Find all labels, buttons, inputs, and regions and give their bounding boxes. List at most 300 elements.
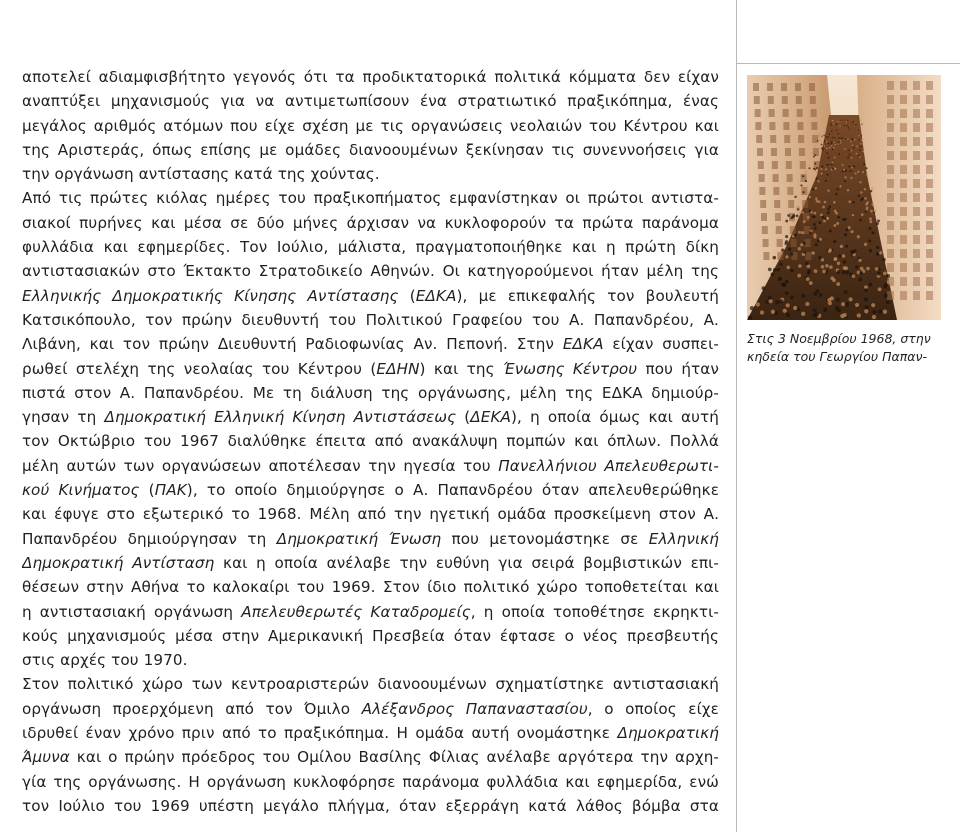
text-line (22, 648, 719, 672)
photo-detail (887, 221, 894, 230)
text-line (22, 284, 719, 308)
photo-crowd-dot (878, 287, 882, 291)
photo-detail (776, 226, 782, 234)
photo-crowd-dot (849, 129, 850, 130)
photo-crowd-dot (778, 278, 782, 282)
photo-crowd-dot (822, 166, 824, 168)
photo-crowd-dot (819, 293, 823, 297)
photo-crowd-dot (813, 292, 817, 296)
photo-crowd-dot (814, 227, 817, 230)
photo-detail (797, 122, 803, 130)
text-run: της Αριστεράς, όπως επίσης με ομάδες διανοουμένων ξεκίνησαν τις συνεννοήσεις για (22, 140, 719, 159)
photo-detail (810, 96, 816, 104)
photo-detail (887, 81, 894, 90)
photo-crowd-dot (827, 208, 830, 211)
photo-detail (887, 207, 894, 216)
photo-crowd-dot (840, 140, 842, 142)
photo-crowd-dot (845, 270, 849, 274)
photo-crowd-dot (825, 164, 827, 166)
photo-crowd-dot (834, 168, 836, 170)
photo-crowd-dot (836, 298, 840, 302)
photo-detail (913, 95, 920, 104)
photo-crowd-dot (861, 140, 863, 142)
photo-detail (900, 123, 907, 132)
text-line (22, 357, 719, 381)
photo-crowd-dot (801, 312, 805, 316)
photo-crowd-dot (858, 259, 861, 262)
italic-term: Δημοκρατική Αντίσταση (22, 553, 215, 572)
photo-crowd-dot (808, 191, 810, 193)
photo-crowd-dot (788, 248, 791, 251)
photo-crowd-dot (855, 265, 859, 269)
photo-detail (900, 207, 907, 216)
photo-detail (926, 179, 933, 188)
italic-term: Ελληνική (648, 529, 719, 548)
photo-crowd-dot (844, 180, 846, 182)
photo-crowd-dot (805, 171, 807, 173)
photo-detail (887, 109, 894, 118)
photo-crowd-dot (850, 177, 852, 179)
photo-crowd-dot (840, 245, 843, 248)
photo-crowd-dot (828, 143, 830, 145)
photo-crowd-dot (819, 140, 821, 142)
photo-crowd-dot (829, 265, 833, 269)
italic-term: Ελληνικής Δημοκρατικής Κίνησης Αντίστασης (22, 286, 399, 305)
text-line (22, 235, 719, 259)
photo-detail (784, 135, 790, 143)
photo-crowd-dot (846, 122, 847, 123)
photo-detail (775, 213, 781, 221)
photo-crowd-dot (858, 135, 860, 137)
photo-crowd-dot (827, 189, 829, 191)
funeral-crowd-photo (747, 75, 941, 320)
photo-crowd-dot (857, 235, 860, 238)
text-line (22, 89, 719, 113)
italic-term: Αλέξανδρος Παπαναστασίου (361, 699, 588, 718)
text-line (22, 551, 719, 575)
photo-crowd-dot (781, 249, 784, 252)
photo-crowd-dot (833, 147, 835, 149)
photo-crowd-dot (861, 213, 864, 216)
photo-crowd-dot (823, 134, 825, 136)
photo-detail (926, 263, 933, 272)
photo-crowd-dot (859, 278, 863, 282)
photo-crowd-dot (847, 157, 849, 159)
photo-crowd-dot (814, 163, 816, 165)
photo-detail (900, 137, 907, 146)
photo-crowd-dot (830, 276, 834, 280)
photo-crowd-dot (797, 274, 801, 278)
photo-crowd-dot (785, 235, 788, 238)
photo-crowd-dot (834, 144, 836, 146)
photo-crowd-dot (869, 227, 872, 230)
text-run: φυλλάδια και εφημερίδες. Τον Ιούλιο, μάλιστα, πραγματοποιήθηκε και η πρώτη δίκη (22, 238, 719, 257)
text-line (22, 624, 719, 648)
text-run: οργάνωση προερχόμενη από τον Όμιλο (22, 699, 362, 718)
photo-crowd-dot (859, 219, 862, 222)
photo-detail (774, 200, 780, 208)
photo-crowd-dot (756, 302, 760, 306)
photo-crowd-dot (886, 300, 890, 304)
photo-crowd-dot (838, 254, 841, 257)
photo-crowd-dot (829, 133, 831, 135)
photo-crowd-dot (802, 179, 804, 181)
photo-crowd-dot (852, 201, 855, 204)
photo-crowd-dot (844, 290, 848, 294)
photo-crowd-dot (849, 170, 851, 172)
photo-detail (926, 221, 933, 230)
photo-crowd-dot (750, 306, 754, 310)
text-line (22, 672, 719, 696)
text-run: που μετονομάστηκε σε (441, 529, 649, 548)
photo-crowd-dot (883, 310, 887, 314)
photo-crowd-dot (842, 119, 843, 120)
italic-term: Δημοκρατική Ελληνική Κίνηση Αντιστάσεως (104, 408, 457, 427)
photo-crowd-dot (792, 214, 795, 217)
photo-crowd-dot (872, 315, 876, 319)
photo-crowd-dot (861, 120, 862, 121)
photo-crowd-dot (779, 262, 783, 266)
photo-crowd-dot (802, 211, 805, 214)
text-run: και ο πρώην πρόεδρος του Ομίλου Βασίλης Φίλιας ανέλαβε αργότερα την αρχη- (69, 748, 719, 767)
text-line (22, 478, 719, 502)
photo-detail (781, 83, 787, 91)
photo-crowd-dot (862, 171, 864, 173)
photo-crowd-dot (799, 212, 802, 215)
photo-crowd-dot (785, 255, 788, 258)
photo-crowd-dot (827, 136, 829, 138)
photo-crowd-dot (852, 144, 854, 146)
photo-detail (777, 239, 783, 247)
photo-crowd-dot (845, 302, 849, 306)
photo-crowd-dot (839, 125, 840, 126)
photo-crowd-dot (798, 247, 801, 250)
photo-crowd-dot (833, 240, 836, 243)
photo-crowd-dot (802, 175, 804, 177)
photo-crowd-dot (841, 302, 845, 306)
photo-crowd-dot (801, 231, 804, 234)
photo-detail (783, 109, 789, 117)
photo-crowd-dot (868, 239, 871, 242)
photo-crowd-dot (786, 313, 790, 317)
photo-detail (913, 249, 920, 258)
photo-detail (755, 122, 761, 130)
photo-detail (755, 109, 761, 117)
photo-crowd-dot (805, 180, 807, 182)
text-line (22, 794, 719, 818)
photo-crowd-dot (855, 172, 857, 174)
photo-crowd-dot (823, 127, 824, 128)
photo-detail (913, 221, 920, 230)
photo-crowd-dot (840, 138, 842, 140)
photo-crowd-dot (815, 312, 819, 316)
text-line (22, 527, 719, 551)
text-run: πιστά στον Α. Παπανδρέου. Με τη διάλυση της οργάνωσης, μέλη της ΕΔΚΑ δημιούρ- (22, 383, 719, 402)
photo-crowd-dot (852, 274, 856, 278)
photo-detail (900, 151, 907, 160)
photo-crowd-dot (773, 268, 777, 272)
photo-crowd-dot (805, 186, 807, 188)
text-run: ), το οποίο δημιούργησε ο Α. Παπανδρέου όταν απελευθερώθηκε (186, 481, 719, 500)
photo-crowd-dot (827, 212, 830, 215)
photo-detail (926, 109, 933, 118)
photo-crowd-dot (879, 251, 882, 254)
photo-crowd-dot (848, 127, 849, 128)
photo-detail (887, 123, 894, 132)
photo-detail (887, 137, 894, 146)
photo-crowd-dot (792, 220, 795, 223)
photo-detail (763, 239, 769, 247)
text-run: Παπανδρέου δημιούργησαν τη (22, 529, 277, 548)
photo-detail (913, 109, 920, 118)
photo-crowd-dot (807, 269, 811, 273)
photo-crowd-dot (807, 216, 810, 219)
photo-crowd-dot (876, 246, 879, 249)
photo-detail (772, 161, 778, 169)
text-run: ρωθεί στελέχη της νεολαίας του Κέντρου ( (22, 359, 377, 378)
photo-crowd-dot (848, 166, 850, 168)
photo-crowd-dot (837, 270, 841, 274)
photo-crowd-dot (817, 140, 819, 142)
photo-crowd-dot (834, 157, 836, 159)
text-run: μέλη αυτών των οργανώσεων αποτέλεσαν την ηγεσία του (22, 456, 499, 475)
photo-crowd-dot (769, 299, 773, 303)
photo-crowd-dot (830, 123, 831, 124)
photo-detail (926, 249, 933, 258)
photo-crowd-dot (840, 120, 841, 121)
text-run: ιδρυθεί έναν χρόνο πριν από το πραξικόπημα. Η ομάδα αυτή ονομάστηκε (22, 724, 618, 743)
photo-crowd-dot (856, 153, 858, 155)
photo-crowd-dot (817, 239, 820, 242)
text-line (22, 332, 719, 356)
photo-crowd-dot (813, 308, 817, 312)
photo-crowd-dot (827, 164, 829, 166)
photo-crowd-dot (813, 156, 815, 158)
photo-detail (769, 109, 775, 117)
photo-crowd-dot (800, 243, 803, 246)
photo-crowd-dot (838, 153, 840, 155)
photo-detail (768, 96, 774, 104)
photo-crowd-dot (818, 221, 821, 224)
photo-crowd-dot (831, 143, 833, 145)
photo-detail (900, 235, 907, 244)
text-line (22, 429, 719, 453)
photo-crowd-dot (771, 310, 775, 314)
photo-detail (771, 148, 777, 156)
photo-detail (887, 235, 894, 244)
photo-detail (900, 263, 907, 272)
photo-crowd-dot (831, 130, 832, 131)
photo-crowd-dot (859, 271, 863, 275)
text-run: αναπτύξει μηχανισμούς για να αντιμετωπίσουν ένα στρατιωτικό πραξικόπημα, ένας (22, 92, 719, 111)
photo-crowd-dot (809, 210, 812, 213)
text-line (22, 502, 719, 526)
photo-crowd-dot (849, 149, 851, 151)
photo-crowd-dot (806, 277, 810, 281)
photo-crowd-dot (809, 281, 813, 285)
text-run: που ήταν (637, 359, 719, 378)
photo-crowd-dot (821, 136, 823, 138)
photo-crowd-dot (829, 147, 831, 149)
text-line (22, 186, 719, 210)
photo-crowd-dot (843, 260, 847, 264)
photo-crowd-dot (837, 188, 839, 190)
text-run: είχαν συσπει- (603, 335, 719, 354)
photo-detail (900, 291, 907, 300)
photo-crowd-dot (834, 257, 837, 260)
italic-term: Ένωσης Κέντρου (502, 359, 638, 378)
photo-crowd-dot (847, 125, 848, 126)
photo-detail (900, 249, 907, 258)
photo-crowd-dot (802, 253, 805, 256)
photo-crowd-dot (850, 141, 852, 143)
text-run: μεγάλος αριθμός ατόμων που είχε σχέση με τις οργανώσεις νεολαιών του Κέντρου και (22, 116, 719, 135)
photo-crowd-dot (835, 193, 837, 195)
photo-crowd-dot (843, 313, 847, 317)
photo-detail (887, 193, 894, 202)
photo-detail (913, 235, 920, 244)
photo-detail (763, 252, 769, 260)
photo-crowd-dot (837, 142, 839, 144)
photo-detail (887, 291, 894, 300)
photo-crowd-dot (851, 150, 853, 152)
photo-detail (900, 109, 907, 118)
photo-crowd-dot (864, 188, 866, 190)
photo-crowd-dot (823, 220, 826, 223)
text-run: σιακοί πυρήνες και μέσα σε δύο μήνες άρχισαν να κυκλοφορούν τα πρώτα παράνομα (22, 213, 719, 232)
photo-crowd-dot (813, 233, 816, 236)
photo-detail (769, 122, 775, 130)
photo-crowd-dot (848, 200, 851, 203)
photo-crowd-dot (868, 283, 872, 287)
photo-crowd-dot (818, 256, 821, 259)
text-run: τον Οκτώβριο του 1967 διαλύθηκε έπειτα από ανακάλυψη πομπών και όπλων. Πολλά (22, 432, 719, 451)
photo-crowd-dot (816, 167, 818, 169)
photo-crowd-dot (802, 191, 804, 193)
photo-crowd-dot (876, 252, 879, 255)
photo-crowd-dot (820, 214, 823, 217)
photo-crowd-dot (833, 201, 836, 204)
photo-crowd-dot (794, 233, 797, 236)
photo-crowd-dot (851, 230, 854, 233)
photo-crowd-dot (800, 184, 802, 186)
photo-crowd-dot (803, 220, 806, 223)
photo-crowd-dot (866, 174, 868, 176)
photo-crowd-dot (832, 149, 834, 151)
photo-crowd-dot (821, 144, 823, 146)
photo-crowd-dot (801, 294, 805, 298)
photo-detail (811, 122, 817, 130)
caption-line: Στις 3 Νοεμβρίου 1968, στην (747, 331, 931, 346)
photo-detail (787, 174, 793, 182)
photo-crowd-dot (839, 185, 841, 187)
photo-crowd-dot (828, 157, 830, 159)
photo-crowd-dot (847, 120, 848, 121)
photo-crowd-dot (826, 148, 828, 150)
photo-crowd-dot (818, 200, 821, 203)
photo-crowd-dot (871, 303, 875, 307)
photo-crowd-dot (748, 316, 752, 320)
photo-caption (747, 330, 947, 365)
photo-crowd-dot (836, 282, 840, 286)
text-run: την οργάνωση αντίστασης κατά της χούντας. (22, 165, 380, 184)
photo-crowd-dot (845, 138, 847, 140)
photo-crowd-dot (871, 231, 874, 234)
photo-crowd-dot (822, 149, 824, 151)
photo-crowd-dot (827, 174, 829, 176)
photo-crowd-dot (837, 262, 841, 266)
photo-crowd-dot (837, 121, 838, 122)
text-line (22, 721, 719, 745)
photo-crowd-dot (860, 199, 863, 202)
photo-crowd-dot (864, 288, 868, 292)
text-run: ), με επικεφαλής τον βουλευτή (456, 286, 719, 305)
photo-crowd-dot (833, 224, 836, 227)
text-line (22, 770, 719, 794)
text-line (22, 211, 719, 235)
photo-crowd-dot (826, 141, 828, 143)
photo-crowd-dot (847, 189, 849, 191)
text-line (22, 259, 719, 283)
photo-crowd-dot (833, 123, 834, 124)
photo-crowd-dot (815, 198, 818, 201)
photo-crowd-dot (859, 181, 861, 183)
photo-detail (887, 95, 894, 104)
photo-crowd-dot (837, 216, 840, 219)
photo-detail (913, 263, 920, 272)
photo-detail (926, 137, 933, 146)
photo-crowd-dot (842, 254, 845, 257)
photo-detail (926, 207, 933, 216)
photo-crowd-dot (855, 124, 856, 125)
photo-crowd-dot (833, 141, 835, 143)
photo-crowd-dot (863, 163, 865, 165)
photo-crowd-dot (778, 252, 781, 255)
photo-detail (799, 148, 805, 156)
photo-crowd-dot (840, 142, 842, 144)
photo-crowd-dot (824, 201, 827, 204)
photo-detail (790, 226, 796, 234)
photo-crowd-dot (878, 310, 882, 314)
photo-detail (913, 123, 920, 132)
photo-detail (900, 179, 907, 188)
text-run: , ο οποίος είχε (587, 699, 719, 718)
photo-crowd-dot (786, 303, 790, 307)
photo-crowd-dot (852, 139, 854, 141)
photo-crowd-dot (864, 297, 868, 301)
column-divider-horizontal (736, 63, 960, 64)
photo-detail (759, 187, 765, 195)
photo-crowd-dot (845, 176, 847, 178)
photo-detail (758, 161, 764, 169)
text-line (22, 162, 719, 186)
photo-crowd-dot (815, 187, 817, 189)
photo-crowd-dot (814, 168, 816, 170)
photo-crowd-dot (866, 267, 870, 271)
photo-crowd-dot (871, 203, 874, 206)
photo-crowd-dot (844, 266, 848, 270)
text-run: ( (139, 481, 155, 500)
photo-crowd-dot (854, 139, 856, 141)
photo-crowd-dot (833, 120, 834, 121)
photo-crowd-dot (785, 240, 788, 243)
photo-detail (800, 161, 806, 169)
photo-crowd-dot (819, 135, 821, 137)
photo-crowd-dot (861, 135, 863, 137)
photo-crowd-dot (776, 268, 780, 272)
photo-crowd-dot (785, 220, 788, 223)
photo-crowd-dot (824, 140, 826, 142)
